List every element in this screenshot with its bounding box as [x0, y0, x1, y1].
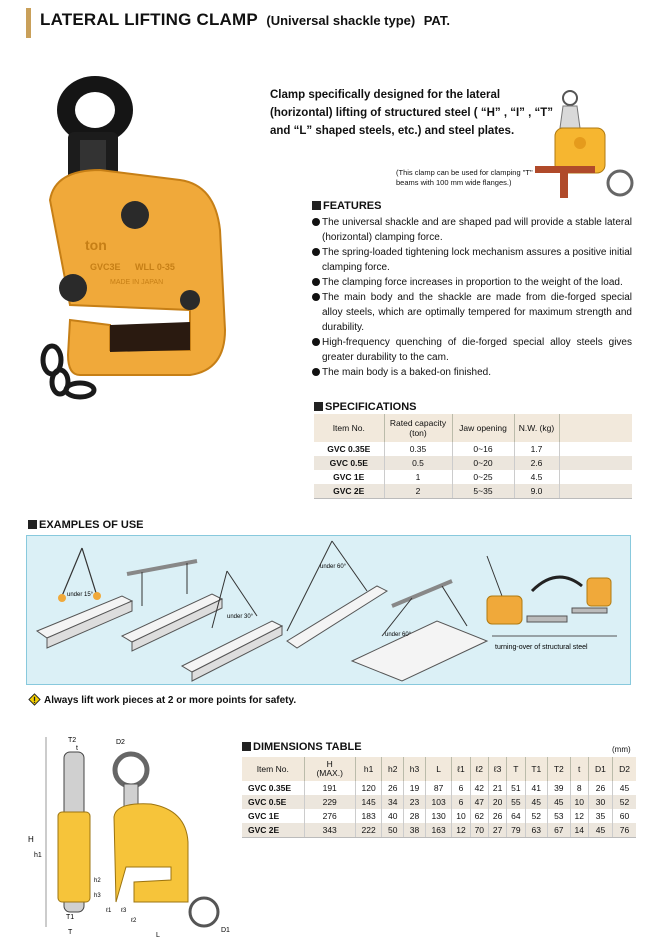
- safety-warning-text: Always lift work pieces at 2 or more points for safety.: [44, 695, 297, 706]
- feature-text: The universal shackle and are shaped pad will provide a stable lateral (horizontal) clamping force.: [322, 217, 632, 243]
- cell-item-no: GVC 0.5E: [314, 456, 384, 470]
- dimensions-heading-label: DIMENSIONS TABLE: [253, 741, 362, 753]
- cell: 12: [452, 823, 470, 837]
- column-header: Jaw opening: [452, 414, 514, 442]
- warning-icon: [28, 693, 41, 706]
- dimensions-heading: [242, 741, 362, 753]
- cell: 0~20: [452, 456, 514, 470]
- cell: 51: [507, 781, 525, 795]
- cell: 42: [470, 781, 488, 795]
- dim-label-h3: h3: [94, 893, 101, 899]
- cell: 0~16: [452, 442, 514, 456]
- safety-warning: [28, 693, 296, 706]
- dim-label-T: T: [68, 929, 73, 936]
- example-beam-2: [122, 561, 222, 651]
- cell: 163: [425, 823, 452, 837]
- column-header: T1: [525, 757, 548, 781]
- square-bullet-icon: [312, 201, 321, 210]
- cell: 27: [488, 823, 506, 837]
- table-row: [242, 795, 636, 809]
- cell: 145: [355, 795, 382, 809]
- cell: 52: [525, 809, 548, 823]
- dim-label-D1: D1: [221, 927, 230, 934]
- column-header: h1: [355, 757, 382, 781]
- marking-origin: MADE IN JAPAN: [110, 279, 164, 286]
- cell: 8: [570, 781, 588, 795]
- angle-label: under 60°: [385, 632, 412, 638]
- cell: 45: [619, 783, 630, 793]
- cell: 19: [404, 781, 426, 795]
- example-channel: [287, 541, 387, 648]
- cell-item-no: GVC 1E: [242, 809, 304, 823]
- cell: 6: [452, 781, 470, 795]
- cell: 1.7: [514, 442, 559, 456]
- cell: 53: [548, 809, 571, 823]
- turning-caption: turning-over of structural steel: [495, 644, 588, 651]
- feature-item: [312, 245, 632, 275]
- dim-label-H: H: [28, 835, 34, 844]
- dim-label-h1: h1: [34, 852, 42, 859]
- feature-text: The spring-loaded tightening lock mechanism assures a positive initial clamping force.: [322, 247, 632, 273]
- features-list: [312, 215, 632, 380]
- table-row: [314, 470, 632, 484]
- cell: 0.5: [384, 456, 452, 470]
- specifications-table: [314, 414, 632, 499]
- dim-label-L: L: [156, 932, 160, 939]
- feature-item: [312, 275, 632, 290]
- angle-label: under 60°: [320, 564, 347, 570]
- column-header: Item No.: [314, 414, 384, 442]
- cell: 55: [507, 795, 525, 809]
- dimension-drawing: [26, 732, 241, 942]
- cell: 45: [525, 795, 548, 809]
- dim-label-h2: h2: [94, 878, 101, 884]
- dimensions-table: [242, 757, 636, 838]
- feature-item: [312, 335, 632, 365]
- cell-item-no: GVC 1E: [314, 470, 384, 484]
- dim-label-D2: D2: [116, 739, 125, 746]
- title-pat: PAT.: [423, 13, 450, 28]
- table-body: [242, 781, 636, 837]
- cell: 2.6: [514, 456, 559, 470]
- cell: 5~35: [452, 484, 514, 498]
- cell: 45: [548, 795, 571, 809]
- table-row: [314, 484, 632, 498]
- cell: 130: [425, 809, 452, 823]
- cell: 12: [570, 809, 588, 823]
- feature-item: [312, 365, 632, 380]
- clamp-on-t-beam-illustration: [530, 88, 640, 203]
- cell: 0~25: [452, 470, 514, 484]
- column-header: T: [507, 757, 525, 781]
- cell-item-no: GVC 2E: [314, 484, 384, 498]
- title-sub: (Universal shackle type): [266, 13, 416, 28]
- bullet-icon: [312, 338, 320, 346]
- column-header: h2: [382, 757, 404, 781]
- cell: 191: [304, 781, 355, 795]
- bullet-icon: [312, 368, 320, 376]
- cell: 26: [588, 781, 612, 795]
- bullet-icon: [312, 278, 320, 286]
- feature-text: The main body is a baked-on finished.: [322, 367, 491, 378]
- cell: 26: [488, 809, 506, 823]
- cell: 40: [382, 809, 404, 823]
- examples-illustration: [27, 536, 632, 686]
- table-row: [314, 456, 632, 470]
- cell-item-no: GVC 0.35E: [314, 442, 384, 456]
- square-bullet-icon: [314, 402, 323, 411]
- cell: 70: [470, 823, 488, 837]
- column-header: D1: [588, 757, 612, 781]
- cell-empty: [559, 470, 632, 484]
- specifications-heading-label: SPECIFICATIONS: [325, 401, 417, 413]
- square-bullet-icon: [242, 742, 251, 751]
- column-header: t: [570, 757, 588, 781]
- intro-note: (This clamp can be used for clamping "T" beams with 100 mm wide flanges.): [396, 168, 533, 187]
- table-row: [314, 442, 632, 456]
- cell: 4.5: [514, 470, 559, 484]
- table-row: [242, 781, 636, 795]
- clamp-product-photo: [40, 70, 245, 400]
- cell: 64: [507, 809, 525, 823]
- cell: 39: [548, 781, 571, 795]
- column-header: ℓ2: [470, 757, 488, 781]
- features-heading-label: FEATURES: [323, 200, 382, 212]
- cell: 10: [452, 809, 470, 823]
- bullet-icon: [312, 218, 320, 226]
- cell: 26: [382, 781, 404, 795]
- cell: 103: [425, 795, 452, 809]
- dim-label-l2: ℓ2: [131, 918, 137, 924]
- cell-empty: [559, 442, 632, 456]
- cell: 9.0: [514, 484, 559, 498]
- example-turning-over: [487, 556, 617, 651]
- cell: 47: [470, 795, 488, 809]
- example-beam-1: [37, 548, 132, 648]
- feature-item: [312, 290, 632, 335]
- marking-ton: ton: [85, 237, 107, 253]
- cell: 52: [613, 795, 636, 809]
- cell: 30: [588, 795, 612, 809]
- table-row: [242, 823, 636, 837]
- column-header: ℓ1: [452, 757, 470, 781]
- cell: 87: [425, 781, 452, 795]
- table-header-row: [314, 414, 632, 442]
- title-main: LATERAL LIFTING CLAMP: [40, 10, 258, 29]
- cell: 28: [404, 809, 426, 823]
- cell: 14: [570, 823, 588, 837]
- cell: 10: [570, 795, 588, 809]
- cell: 50: [382, 823, 404, 837]
- column-header: Item No.: [242, 757, 304, 781]
- feature-text: The clamping force increases in proportion to the weight of the load.: [322, 277, 623, 288]
- cell: 183: [355, 809, 382, 823]
- column-header: N.W. (kg): [514, 414, 559, 442]
- cell: 0.35: [384, 442, 452, 456]
- cell: 23: [404, 795, 426, 809]
- cell: 343: [304, 823, 355, 837]
- column-header: h3: [404, 757, 426, 781]
- cell: 1: [384, 470, 452, 484]
- column-header: D2: [613, 757, 636, 781]
- column-header-empty: [559, 414, 632, 442]
- dim-label-t: t: [76, 745, 78, 752]
- cell-empty: [559, 456, 632, 470]
- cell: 41: [525, 781, 548, 795]
- column-header: H (MAX.): [304, 757, 355, 781]
- cell: 276: [304, 809, 355, 823]
- page-title: [40, 10, 450, 30]
- cell-item-no: GVC 2E: [242, 823, 304, 837]
- column-header: Rated capacity (ton): [384, 414, 452, 442]
- cell-empty: [559, 484, 632, 498]
- features-heading: [312, 200, 381, 212]
- feature-text: High-frequency quenching of die-forged special alloy steels gives greater durability to the cam.: [322, 337, 632, 363]
- cell: 35: [588, 809, 612, 823]
- cell: 67: [548, 823, 571, 837]
- cell: 60: [619, 811, 630, 821]
- cell: 76: [613, 823, 636, 837]
- specifications-heading: [314, 401, 416, 413]
- intro-text: Clamp specifically designed for the lateral (horizontal) lifting of structured steel ( “H” , “I” , “T” and “L” shaped steels, etc.) and steel plates.: [270, 89, 554, 137]
- column-header: L: [425, 757, 452, 781]
- dim-label-T1: T1: [66, 914, 75, 921]
- cell: 21: [488, 781, 506, 795]
- column-header: ℓ3: [488, 757, 506, 781]
- dimensions-unit: (mm): [612, 745, 631, 754]
- marking-model: GVC3E: [90, 262, 121, 272]
- cell-item-no: GVC 0.5E: [242, 795, 304, 809]
- square-bullet-icon: [28, 520, 37, 529]
- cell: 45: [588, 823, 612, 837]
- cell: 79: [507, 823, 525, 837]
- angle-label: under 30°: [227, 614, 254, 620]
- cell: 62: [470, 809, 488, 823]
- cell: 222: [355, 823, 382, 837]
- marking-wll: WLL 0-35: [135, 262, 175, 272]
- dim-label-T2: T2: [68, 737, 77, 744]
- feature-item: [312, 215, 632, 245]
- bullet-icon: [312, 293, 320, 301]
- dim-label-l3: ℓ3: [121, 908, 127, 914]
- examples-heading: [28, 519, 144, 531]
- examples-heading-label: EXAMPLES OF USE: [39, 519, 144, 531]
- cell: 229: [304, 795, 355, 809]
- title-accent-bar: [26, 8, 31, 38]
- feature-text: The main body and the shackle are made from die-forged special alloy steels, which are optimally tempered for maximum strength and durability.: [322, 292, 632, 333]
- cell: 6: [452, 795, 470, 809]
- bullet-icon: [312, 248, 320, 256]
- examples-panel: [26, 535, 631, 685]
- table-row: [242, 809, 636, 823]
- angle-label: under 15°: [67, 592, 94, 598]
- dim-label-l1: ℓ1: [106, 908, 112, 914]
- cell: 120: [355, 781, 382, 795]
- cell: 2: [384, 484, 452, 498]
- cell: 63: [525, 823, 548, 837]
- example-beam-3: [182, 571, 282, 681]
- cell: 34: [382, 795, 404, 809]
- column-header: T2: [548, 757, 571, 781]
- table-header-row: [242, 757, 636, 781]
- cell: 20: [488, 795, 506, 809]
- cell: 38: [404, 823, 426, 837]
- cell-item-no: GVC 0.35E: [242, 781, 304, 795]
